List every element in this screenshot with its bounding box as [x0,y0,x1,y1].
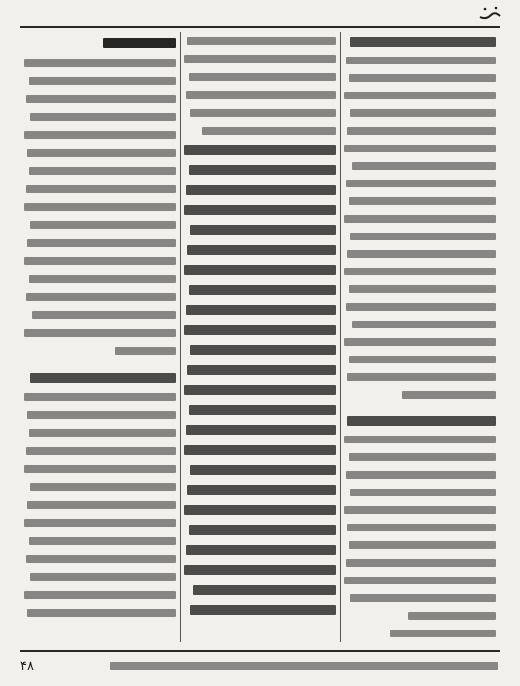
column-middle [184,32,336,642]
column-left [24,32,176,642]
column-separator [340,32,341,642]
column-right [344,32,496,642]
page-number: ۴۸ [20,659,34,674]
footer-issue-line [110,662,498,670]
text-columns [24,32,496,642]
header-rule [20,26,500,28]
header-glyph-mark [478,4,504,22]
footer-rule [20,650,500,652]
column-separator [180,32,181,642]
